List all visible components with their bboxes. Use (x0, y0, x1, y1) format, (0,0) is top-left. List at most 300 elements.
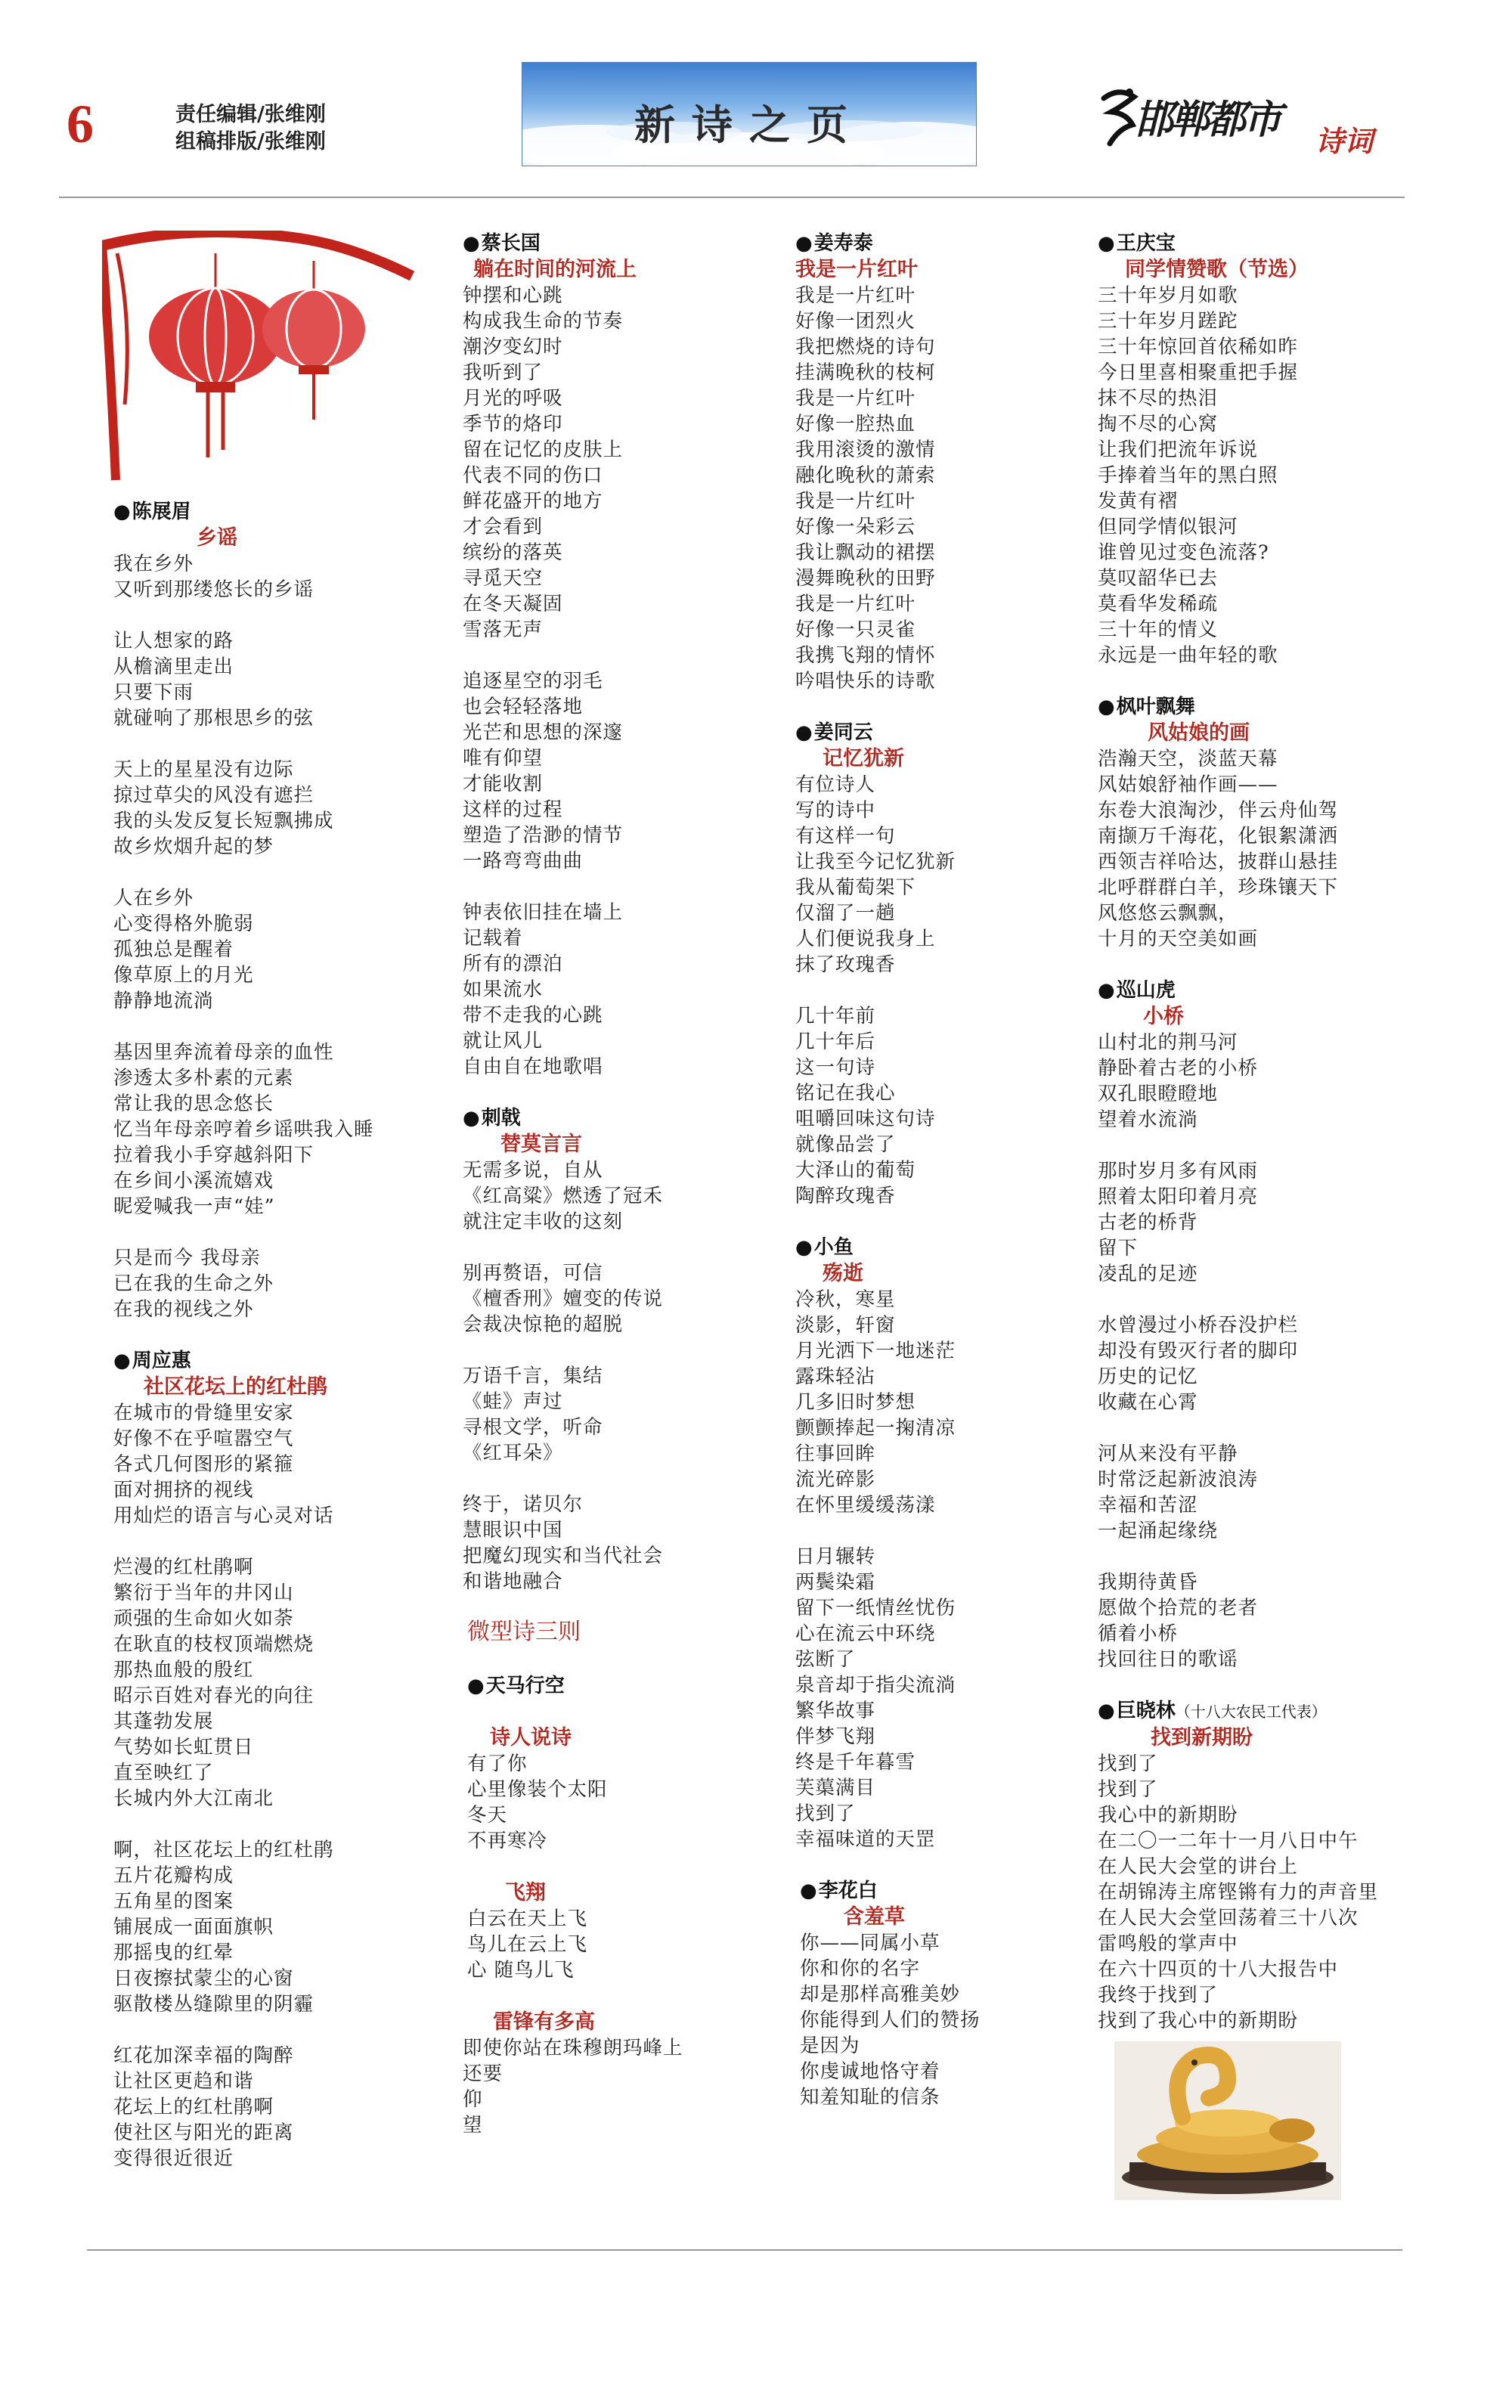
poem-block (467, 1880, 780, 1983)
poem-line: 啊，社区花坛上的红杜鹃 (113, 1839, 334, 1861)
poem-line: 终于，诺贝尔 (463, 1493, 584, 1516)
poem-author (800, 1878, 1113, 1904)
poem-line: 我听到了 (463, 361, 544, 384)
poem-line: 找到了 (1098, 1753, 1158, 1775)
poem-line: 露珠轻沾 (795, 1365, 876, 1388)
poem-line: 天上的星星没有边际 (113, 758, 294, 781)
poem-line: 又听到那缕悠长的乡谣 (113, 578, 314, 601)
poem-line: 使社区与阳光的距离 (113, 2121, 294, 2144)
poem-line: 我是一片红叶 (795, 490, 916, 513)
poem-line: 记载着 (463, 927, 523, 950)
poem-line: 构成我生命的节奏 (463, 310, 624, 333)
poem-line: 静卧着古老的小桥 (1098, 1057, 1259, 1080)
poem-block (463, 1105, 780, 1594)
poem-title: 记忆犹新 (823, 747, 904, 770)
column-4 (1098, 231, 1415, 2034)
poem-line: 也会轻轻落地 (463, 696, 584, 718)
poem-title: 社区花坛上的红杜鹃 (144, 1375, 327, 1399)
bullet-icon: ● (463, 232, 480, 255)
poem-line: 却没有毁灭行者的脚印 (1098, 1340, 1299, 1362)
poem-line: 雷鸣般的掌声中 (1098, 1932, 1238, 1955)
poem-line: 《蛙》声过 (463, 1390, 563, 1413)
poem-line: 两鬓染霜 (795, 1571, 876, 1594)
poem-line: 手捧着当年的黑白照 (1098, 464, 1278, 487)
poem-line: 写的诗中 (795, 799, 876, 822)
poem-line: 泉音却于指尖流淌 (795, 1674, 956, 1697)
poem-title: 飞翔 (505, 1881, 546, 1904)
poem-line: 这样的过程 (463, 798, 563, 821)
stanza-break (113, 1811, 431, 1837)
poem-line: 留下一纸情丝忧伤 (795, 1597, 956, 1619)
poem-line: 冷秋，寒星 (795, 1288, 896, 1311)
bullet-icon: ● (795, 1236, 813, 1259)
poem-line: 我用滚烫的激情 (795, 439, 936, 461)
bullet-icon: ● (463, 1107, 480, 1130)
poem-line: 日夜擦拭蒙尘的心窗 (113, 1967, 294, 1990)
poem-title: 诗人说诗 (490, 1726, 572, 1749)
poem-line: 你能得到人们的赞扬 (800, 2009, 981, 2031)
poem-block (463, 2009, 780, 2138)
poem-line: 掠过草尖的风没有遮拦 (113, 784, 314, 807)
bullet-icon: ● (795, 721, 813, 744)
poem-line: 变得很近很近 (113, 2147, 234, 2170)
author-name: 周应惠 (132, 1350, 191, 1372)
poem-line: 望 (463, 2114, 483, 2137)
poem-block (1098, 1698, 1415, 2034)
author-name: 小鱼 (813, 1236, 854, 1259)
poem-block (800, 1878, 1113, 2110)
column-1 (113, 231, 431, 2171)
poem-line: 找回往日的歌谣 (1098, 1648, 1238, 1671)
poem-line: 钟表依旧挂在墙上 (463, 901, 624, 924)
poem-block (1098, 231, 1415, 668)
poem-block (467, 1673, 780, 1699)
poem-line: 三十年岁月如歌 (1098, 284, 1238, 307)
poem-line: 好像不在乎喧嚣空气 (113, 1427, 294, 1450)
poem-author (113, 499, 431, 525)
poem-line: 在胡锦涛主席铿锵有力的声音里 (1098, 1881, 1379, 1904)
poem-line: 陶醉玫瑰香 (795, 1185, 896, 1207)
newspaper-logo (1096, 83, 1399, 166)
poem-line: 抹了玫瑰香 (795, 953, 896, 976)
poem-line: 我是一片红叶 (795, 387, 916, 410)
stanza-break (113, 603, 431, 628)
poem-line: 就碰响了那根思乡的弦 (113, 707, 314, 730)
poem-line: 白云在天上飞 (467, 1907, 588, 1930)
poem-line: 在城市的骨缝里安家 (113, 1402, 294, 1424)
poem-line: 像草原上的月光 (113, 964, 254, 987)
poem-line: 今日里喜相聚重把手握 (1098, 361, 1299, 384)
poem-line: 自由自在地歌唱 (463, 1055, 603, 1078)
poem-title: 风姑娘的画 (1148, 721, 1250, 745)
stanza-break (113, 2017, 431, 2043)
poem-line: 照着太阳印着月亮 (1098, 1185, 1259, 1208)
poem-author (113, 1348, 431, 1374)
poem-line: 有这样一句 (795, 825, 896, 848)
poem-line: 让我至今记忆犹新 (795, 851, 956, 873)
poem-line: 终是千年暮雪 (795, 1751, 916, 1774)
column-3 (795, 231, 1113, 2110)
poem-block (795, 231, 1113, 694)
poem-line: 不再寒冷 (467, 1830, 548, 1852)
brand-suffix: 诗词 (1315, 124, 1374, 158)
bullet-icon: ● (113, 501, 131, 523)
poem-line: 伴梦飞翔 (795, 1725, 876, 1748)
poem-line: 三十年的情义 (1098, 618, 1219, 641)
poem-line: 昭示百姓对春光的向往 (113, 1684, 314, 1707)
brand-name: 邯郸都市 (1134, 97, 1280, 143)
poem-line: 鲜花盛开的地方 (463, 490, 603, 513)
poem-line: 静静地流淌 (113, 990, 214, 1012)
poem-line: 留在记忆的皮肤上 (463, 439, 624, 461)
header-divider (59, 197, 1405, 198)
poem-line: 气势如长虹贯日 (113, 1736, 254, 1759)
stanza-break (463, 1337, 780, 1363)
bullet-icon: ● (795, 232, 813, 255)
poem-line: 慧眼识中国 (463, 1519, 563, 1542)
section-heading: 微型诗三则 (467, 1619, 581, 1645)
poem-line: 日月辗转 (795, 1545, 876, 1568)
poem-line: 南撷万千海花，化银絮潇洒 (1098, 825, 1339, 848)
stanza-break (463, 643, 780, 668)
poem-line: 万语千言，集结 (463, 1365, 603, 1387)
poem-line: 五片花瓣构成 (113, 1864, 234, 1887)
poem-line: 所有的漂泊 (463, 953, 563, 975)
poem-line: 你——同属小草 (800, 1932, 940, 1954)
bullet-icon: ● (1098, 232, 1115, 255)
poem-title: 含羞草 (844, 1905, 905, 1929)
poem-line: 我心中的新期盼 (1098, 1804, 1238, 1827)
stanza-break (1098, 1133, 1415, 1158)
poem-author (463, 1105, 780, 1131)
poem-author (1098, 1698, 1415, 1725)
poem-line: 无需多说，自从 (463, 1159, 603, 1182)
poem-line: 月光洒下一地迷茫 (795, 1340, 956, 1362)
poem-line: 在人民大会堂的讲台上 (1098, 1855, 1299, 1878)
editor-credits (175, 101, 326, 156)
poem-line: 长城内外大江南北 (113, 1787, 274, 1810)
poem-line: 芙蕖满目 (795, 1777, 876, 1799)
poem-line: 昵爱喊我一声“娃” (113, 1195, 275, 1218)
poem-line: 让我们把流年诉说 (1098, 439, 1259, 461)
poem-line: 在怀里缓缓荡漾 (795, 1494, 936, 1517)
poem-line: 几十年前 (795, 1005, 876, 1027)
page-number: 6 (67, 94, 94, 154)
stanza-break (1098, 1544, 1415, 1570)
poem-line: 古老的桥背 (1098, 1211, 1198, 1234)
poem-line: 仰 (463, 2088, 483, 2111)
poem-line: 知羞知耻的信条 (800, 2086, 940, 2109)
poem-line: 只要下雨 (113, 681, 194, 704)
stanza-break (113, 1219, 431, 1245)
poem-line: 大泽山的葡萄 (795, 1159, 916, 1182)
poem-line: 我把燃烧的诗句 (795, 336, 936, 358)
poem-line: 我终于找到了 (1098, 1984, 1219, 2007)
poem-line: 永远是一曲年轻的歌 (1098, 644, 1278, 667)
stanza-break (113, 1529, 431, 1554)
author-name: 陈展眉 (132, 501, 191, 523)
poem-line: 几十年后 (795, 1030, 876, 1053)
poem-line: 常让我的思念悠长 (113, 1092, 274, 1115)
poem-line: 双孔眼瞪瞪地 (1098, 1083, 1219, 1105)
poem-line: 《红高粱》燃透了冠禾 (463, 1185, 664, 1207)
poem-line: 鸟儿在云上飞 (467, 1933, 588, 1956)
poem-title: 找到新期盼 (1151, 1726, 1253, 1749)
poem-line: 别再赘语，可信 (463, 1262, 603, 1285)
author-note: （十八大农民工代表） (1175, 1703, 1327, 1721)
poem-line: 一起涌起缘绕 (1098, 1520, 1219, 1542)
poem-block (1098, 694, 1415, 952)
poem-line: 我是一片红叶 (795, 593, 916, 615)
poem-line: 水曾漫过小桥吞没护栏 (1098, 1314, 1299, 1337)
poem-line: 那时岁月多有风雨 (1098, 1160, 1259, 1182)
poem-line: 河从来没有平静 (1098, 1443, 1238, 1465)
bullet-icon: ● (1098, 696, 1115, 718)
poem-line: 找到了我心中的新期盼 (1098, 2010, 1299, 2032)
poem-line: 好像一只灵雀 (795, 618, 916, 641)
author-name: 巨晓林 (1116, 1700, 1176, 1722)
poem-line: 顽强的生命如火如荼 (113, 1607, 294, 1630)
poem-line: 莫看华发稀疏 (1098, 593, 1219, 615)
poem-line: 心在流云中环绕 (795, 1622, 936, 1645)
poem-block (113, 1348, 431, 2171)
poem-line: 流光碎影 (795, 1468, 876, 1491)
poem-line: 把魔幻现实和当代社会 (463, 1545, 664, 1567)
poem-line: 红花加深幸福的陶醉 (113, 2044, 294, 2067)
poem-author (795, 720, 1113, 745)
poem-line: 五角星的图案 (113, 1890, 234, 1913)
poem-line: 就注定丰收的这刻 (463, 1210, 624, 1233)
poem-line: 找到了 (1098, 1778, 1158, 1801)
section-banner (522, 62, 977, 166)
poem-title: 殇逝 (823, 1262, 863, 1285)
stanza-break (1098, 1415, 1415, 1441)
poem-line: 已在我的生命之外 (113, 1272, 274, 1295)
poem-author (795, 231, 1113, 256)
poem-line: 在我的视线之外 (113, 1298, 254, 1321)
author-name: 蔡长国 (481, 232, 541, 255)
poem-title: 替莫言言 (500, 1133, 582, 1156)
poem-line: 抹不尽的热泪 (1098, 387, 1219, 410)
poem-line: 人在乡外 (113, 887, 194, 910)
stanza-break (1098, 1287, 1415, 1312)
poem-title: 乡谣 (197, 526, 237, 550)
poem-author (467, 1673, 780, 1699)
poem-line: 历史的记忆 (1098, 1365, 1198, 1388)
poem-block (467, 1725, 780, 1854)
poem-title: 我是一片红叶 (795, 258, 918, 281)
poem-line: 唯有仰望 (463, 747, 544, 770)
poem-line: 塑造了浩渺的情节 (463, 824, 624, 847)
poem-block (795, 720, 1113, 1209)
poem-line: 寻根文学，听命 (463, 1416, 603, 1439)
poem-line: 好像一腔热血 (795, 413, 916, 435)
poem-line: 吟唱快乐的诗歌 (795, 670, 936, 693)
bullet-icon: ● (1098, 1700, 1115, 1722)
poem-line: 还要 (463, 2062, 503, 2085)
poem-line: 面对拥挤的视线 (113, 1479, 254, 1502)
poem-line: 愿做个拾荒的老者 (1098, 1597, 1259, 1619)
poem-line: 谁曾见过变色流落? (1098, 541, 1269, 564)
poem-line: 我期待黄昏 (1098, 1571, 1198, 1594)
author-name: 枫叶飘舞 (1116, 696, 1195, 718)
poem-block (463, 231, 780, 1080)
poem-block (1098, 978, 1415, 1672)
golden-snake-figurine-image (1114, 2041, 1341, 2200)
stanza-break (795, 978, 1113, 1003)
poem-line: 淡影，轩窗 (795, 1314, 896, 1337)
poem-line: 十月的天空美如画 (1098, 928, 1259, 950)
poem-line: 颤颤捧起一掬清凉 (795, 1417, 956, 1440)
poem-line: 铺展成一面面旗帜 (113, 1916, 274, 1938)
poem-line: 如果流水 (463, 978, 544, 1001)
poem-block (795, 1235, 1113, 1852)
poem-line: 就像品尝了 (795, 1133, 896, 1156)
poem-line: 漫舞晚秋的田野 (795, 567, 936, 590)
poem-line: 掏不尽的心窝 (1098, 413, 1219, 435)
poem-block (113, 499, 431, 1322)
poem-line: 仅溜了一趟 (795, 902, 896, 925)
poem-line: 代表不同的伤口 (463, 464, 603, 487)
poem-line: 我在乡外 (113, 553, 194, 575)
poem-title: 同学情赞歌（节选） (1125, 258, 1309, 281)
poem-line: 在冬天凝固 (463, 593, 563, 615)
poem-line: 有位诗人 (795, 773, 876, 796)
author-name: 刺戟 (481, 1107, 521, 1130)
poem-line: 才会看到 (463, 516, 544, 538)
stanza-break (463, 1235, 780, 1260)
poem-line: 咀嚼回味这句诗 (795, 1108, 936, 1130)
poem-line: 繁衍于当年的井冈山 (113, 1582, 294, 1604)
poem-line: 几多旧时梦想 (795, 1391, 916, 1414)
author-name: 天马行空 (485, 1675, 565, 1697)
poem-title: 躺在时间的河流上 (473, 258, 637, 281)
editor-credit-line: 责任编辑/张维刚 (175, 103, 326, 126)
poem-author (463, 231, 780, 256)
poem-line: 季节的烙印 (463, 413, 563, 435)
poem-line: 只是而今 我母亲 (113, 1247, 261, 1269)
poem-author (1098, 978, 1415, 1003)
poem-line: 时常泛起新波浪涛 (1098, 1468, 1259, 1491)
poem-line: 凌乱的足迹 (1098, 1263, 1198, 1285)
poem-line: 才能收割 (463, 773, 544, 795)
poem-line: 在六十四页的十八大报告中 (1098, 1958, 1339, 1981)
poem-line: 在人民大会堂回荡着三十八次 (1098, 1907, 1359, 1929)
poem-line: 光芒和思想的深邃 (463, 721, 624, 744)
poem-line: 月光的呼吸 (463, 387, 563, 410)
poem-title: 雷锋有多高 (493, 2010, 595, 2034)
poem-line: 驱散楼丛缝隙里的阴霾 (113, 1993, 314, 2016)
poem-line: 望着水流淌 (1098, 1108, 1198, 1131)
poem-line: 我从葡萄架下 (795, 876, 916, 899)
bullet-icon: ● (1098, 979, 1115, 1002)
poem-line: 直至映红了 (113, 1762, 214, 1784)
poem-line: 忆当年母亲哼着乡谣哄我入睡 (113, 1118, 374, 1141)
poem-line: 用灿烂的语言与心灵对话 (113, 1505, 334, 1527)
bullet-icon: ● (800, 1880, 817, 1902)
poem-line: 一路弯弯曲曲 (463, 850, 584, 872)
poem-line: 繁华故事 (795, 1700, 876, 1722)
stanza-break (463, 1466, 780, 1492)
poem-line: 我的头发反复长短飘拂成 (113, 810, 334, 832)
poem-line: 在乡间小溪流嬉戏 (113, 1170, 274, 1192)
author-name: 姜寿泰 (813, 232, 873, 255)
poem-line: 我携飞翔的情怀 (795, 644, 936, 667)
poem-line: 雪落无声 (463, 618, 544, 641)
poem-line: 西领吉祥哈达，披群山悬挂 (1098, 851, 1339, 873)
poem-block (463, 1617, 780, 1647)
author-name: 王庆宝 (1116, 232, 1176, 255)
author-name: 李花白 (818, 1880, 878, 1902)
poem-line: 是因为 (800, 2035, 860, 2057)
poem-line: 弦断了 (795, 1648, 856, 1671)
poem-line: 风姑娘舒袖作画—— (1098, 773, 1278, 796)
poem-line: 寻觅天空 (463, 567, 544, 590)
stanza-break (113, 731, 431, 757)
poem-line: 带不走我的心跳 (463, 1004, 603, 1027)
poem-line: 基因里奔流着母亲的血性 (113, 1041, 334, 1064)
poem-line: 幸福味道的天罡 (795, 1828, 936, 1851)
poem-author (795, 1235, 1113, 1260)
poem-line: 钟摆和心跳 (463, 284, 563, 307)
poem-line: 烂漫的红杜鹃啊 (113, 1556, 254, 1579)
poem-line: 心里像装个太阳 (467, 1778, 608, 1801)
poem-line: 其蓬勃发展 (113, 1710, 214, 1733)
bullet-icon: ● (467, 1675, 485, 1697)
poem-line: 三十年岁月蹉跎 (1098, 310, 1238, 333)
footer-divider (87, 2249, 1402, 2251)
poem-line: 和谐地融合 (463, 1570, 563, 1593)
poem-line: 冬天 (467, 1804, 508, 1827)
poem-line: 《红耳朵》 (463, 1442, 563, 1464)
poem-line: 缤纷的落英 (463, 541, 563, 564)
poem-line: 融化晚秋的萧索 (795, 464, 936, 487)
poem-author (1098, 231, 1415, 256)
poem-line: 山村北的荆马河 (1098, 1031, 1238, 1054)
poem-line: 你虔诚地恪守着 (800, 2060, 940, 2083)
poem-line: 铭记在我心 (795, 1082, 896, 1105)
poem-line: 让社区更趋和谐 (113, 2070, 254, 2093)
poem-line: 往事回眸 (795, 1443, 876, 1465)
poem-line: 《檀香刑》嬗变的传说 (463, 1288, 664, 1310)
stanza-break (795, 1518, 1113, 1544)
poem-line: 挂满晚秋的枝柯 (795, 361, 936, 384)
poem-line: 在二〇一二年十一月八日中午 (1098, 1830, 1359, 1852)
poem-title: 小桥 (1143, 1005, 1184, 1028)
poem-line: 让人想家的路 (113, 630, 234, 652)
poem-line: 拉着我小手穿越斜阳下 (113, 1144, 314, 1167)
poem-line: 心变得格外脆弱 (113, 913, 254, 935)
poem-line: 各式几何图形的紧箍 (113, 1453, 294, 1476)
poem-line: 幸福和苦涩 (1098, 1494, 1198, 1517)
poem-line: 那摇曳的红晕 (113, 1942, 234, 1964)
author-name: 姜同云 (813, 721, 873, 744)
poem-line: 追逐星空的羽毛 (463, 670, 603, 693)
poem-line: 我是一片红叶 (795, 284, 916, 307)
poem-line: 浩瀚天空，淡蓝天幕 (1098, 748, 1278, 770)
section-title: 新诗之页 (634, 101, 864, 149)
poem-line: 即使你站在珠穆朗玛峰上 (463, 2037, 683, 2059)
poem-line: 就让风儿 (463, 1030, 544, 1052)
poem-line: 潮汐变幻时 (463, 336, 563, 358)
poem-line: 会裁决惊艳的超脱 (463, 1313, 624, 1336)
poem-line: 这一句诗 (795, 1056, 876, 1079)
stanza-break (113, 860, 431, 885)
stanza-break (113, 1014, 431, 1040)
poem-line: 但同学情似银河 (1098, 516, 1238, 538)
poem-line: 花坛上的红杜鹃啊 (113, 2096, 274, 2118)
poem-line: 留下 (1098, 1237, 1139, 1260)
